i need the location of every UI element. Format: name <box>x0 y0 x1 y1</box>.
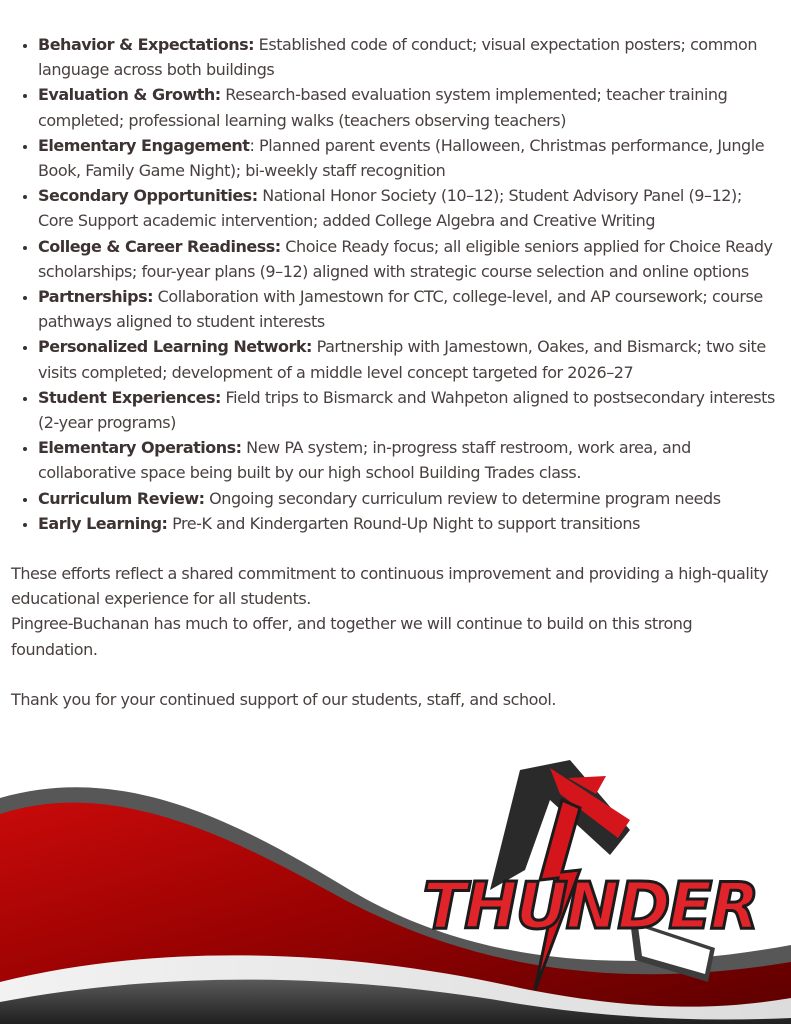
list-item <box>38 334 781 384</box>
item-text: : Planned parent events (Halloween, Christmas performance, Jungle Book, Family Game Night); bi-weekly staff recognition <box>38 135 765 181</box>
footer-swoosh-art <box>0 740 791 1024</box>
thunder-wordmark: THUNDER <box>422 870 758 944</box>
closing-paragraph-thanks: Thank you for your continued support of our students, staff, and school. <box>11 689 556 709</box>
list-item <box>38 32 781 82</box>
item-title: Curriculum Review: <box>38 488 205 508</box>
item-title: College & Career Readiness: <box>38 236 281 256</box>
item-text: Field trips to Bismarck and Wahpeton aligned to postsecondary interests (2-year programs) <box>38 387 775 433</box>
item-title: Elementary Operations: <box>38 438 242 458</box>
item-title: Evaluation & Growth: <box>38 85 221 105</box>
item-title: Personalized Learning Network: <box>38 337 312 357</box>
list-item <box>38 82 781 132</box>
closing-paragraph-foundation: Pingree-Buchanan has much to offer, and together we will continue to build on this strong foundation. <box>11 614 693 659</box>
item-title: Elementary Engagement <box>38 135 250 155</box>
list-item <box>38 511 781 536</box>
item-title: Student Experiences: <box>38 387 221 407</box>
list-item <box>38 486 781 511</box>
item-title: Early Learning: <box>38 513 168 533</box>
letter-body <box>11 32 781 712</box>
item-title: Secondary Opportunities: <box>38 186 258 206</box>
item-title: Partnerships: <box>38 287 154 307</box>
closing-paragraph-commitment: These efforts reflect a shared commitment to continuous improvement and providing a high-quality educational experience for all students. <box>11 564 769 609</box>
item-text: New PA system; in-progress staff restroom, work area, and collaborative space being built by our high school Building Trades class. <box>38 438 691 483</box>
item-title: Behavior & Expectations: <box>38 35 255 54</box>
accomplishments-list <box>11 32 781 536</box>
list-item <box>38 234 781 284</box>
item-text: Choice Ready focus; all eligible seniors applied for Choice Ready scholarships; four-year plans (9–12) aligned with strategic course selection and online options <box>38 236 773 281</box>
list-item <box>38 133 781 183</box>
item-text: Established code of conduct; visual expectation posters; common language across both buildings <box>38 35 758 80</box>
item-text: National Honor Society (10–12); Student Advisory Panel (9–12); Core Support academic intervention; added College Algebra and Creative Writing <box>38 186 742 231</box>
list-item <box>38 284 781 334</box>
spacer <box>11 536 781 561</box>
item-text: Collaboration with Jamestown for CTC, college-level, and AP coursework; course pathways aligned to student interests <box>38 287 763 332</box>
list-item <box>38 385 781 435</box>
item-text: Research-based evaluation system implemented; teacher training completed; professional learning walks (teachers observing teachers) <box>38 85 728 130</box>
item-text: Ongoing secondary curriculum review to determine program needs <box>204 488 721 508</box>
list-item <box>38 183 781 233</box>
list-item <box>38 435 781 485</box>
spacer <box>11 662 781 687</box>
item-text: Pre-K and Kindergarten Round-Up Night to support transitions <box>167 513 640 533</box>
item-text: Partnership with Jamestown, Oakes, and Bismarck; two site visits completed; development of a middle level concept targeted for 2026–27 <box>38 337 766 382</box>
